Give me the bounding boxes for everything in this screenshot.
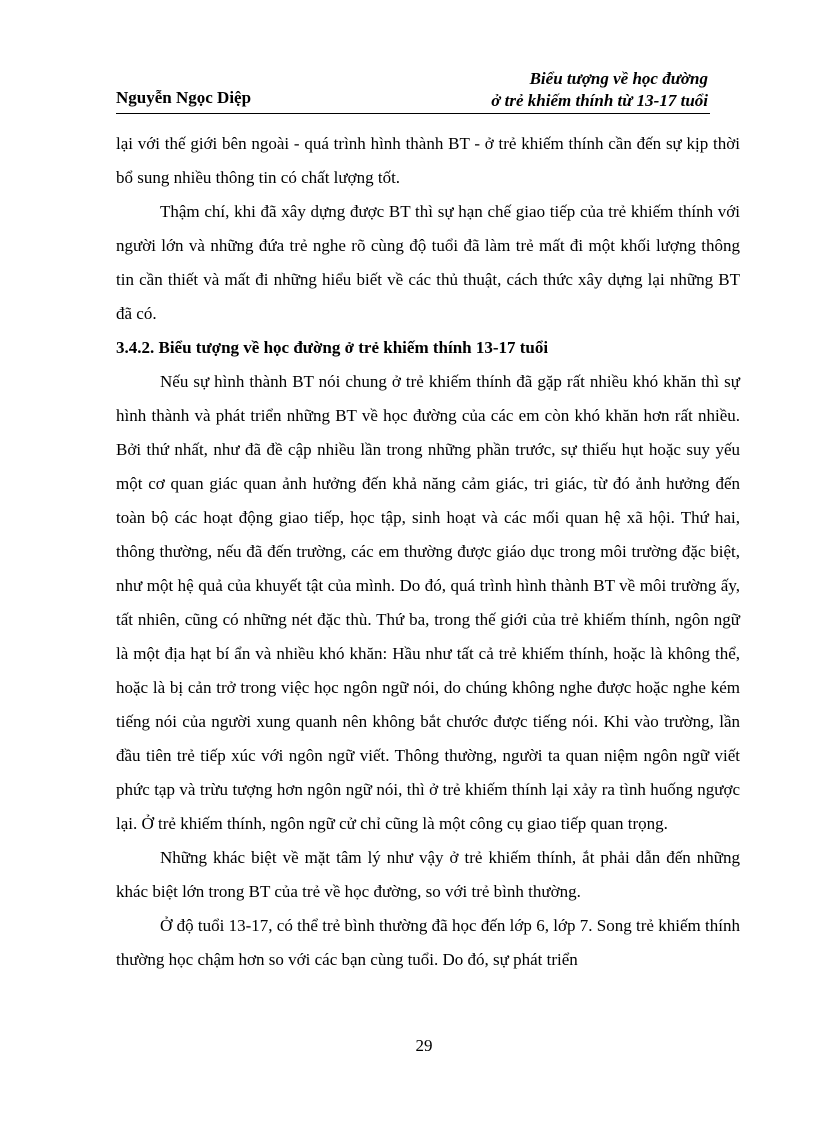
header-author: Nguyễn Ngọc Diệp <box>116 88 252 107</box>
paragraph-continuation: lại với thế giới bên ngoài - quá trình hình thành BT - ở trẻ khiếm thính cần đến sự kịp thời bổ sung nhiều thông tin có chất lượng tốt. <box>116 134 740 187</box>
header-title <box>491 68 708 112</box>
paragraph: Ở độ tuổi 13-17, có thể trẻ bình thường đã học đến lớp 6, lớp 7. Song trẻ khiếm thính thường học chậm hơn so với các bạn cùng tuổi. Do đó, sự phát triển <box>116 916 740 969</box>
header-title-line2: ở trẻ khiếm thính từ 13-17 tuổi <box>491 91 708 110</box>
page-number: 29 <box>415 1036 433 1055</box>
paragraph: Nếu sự hình thành BT nói chung ở trẻ khiếm thính đã gặp rất nhiều khó khăn thì sự hình thành và phát triển những BT về học đường của các em còn khó khăn hơn rất nhiều. Bởi thứ nhất, như đã đề cập nhiều lần trong những phần trước, sự thiếu hụt hoặc suy yếu một cơ quan giác quan ảnh hưởng đến khả năng cảm giác, tri giác, từ đó ảnh hưởng đến toàn bộ các hoạt động giao tiếp, học tập, sinh hoạt và các mối quan hệ xã hội. Thứ hai, thông thường, nếu đã đến trường, các em thường được giáo dục trong môi trường đặc biệt, như một hệ quả của khuyết tật của mình. Do đó, quá trình hình thành BT về môi trường ấy, tất nhiên, cũng có những nét đặc thù. Thứ ba, trong thế giới của trẻ khiếm thính, ngôn ngữ là một địa hạt bí ẩn và nhiều khó khăn: Hầu như tất cả trẻ khiếm thính, hoặc là không thể, hoặc là bị cản trở trong việc học ngôn ngữ nói, do chúng không nghe được hoặc nghe kém tiếng nói của người xung quanh nên không bắt chước được tiếng nói. Khi vào trường, lần đầu tiên trẻ tiếp xúc với ngôn ngữ viết. Thông thường, người ta quan niệm ngôn ngữ viết phức tạp và trừu tượng hơn ngôn ngữ nói, thì ở trẻ khiếm thính lại xảy ra tình huống ngược lại. Ở trẻ khiếm thính, ngôn ngữ cử chỉ cũng là một công cụ giao tiếp quan trọng. <box>116 372 740 833</box>
header-title-line1: Biểu tượng về học đường <box>529 69 708 88</box>
header-divider <box>116 113 710 114</box>
section-heading: 3.4.2. Biểu tượng về học đường ở trẻ khiếm thính 13-17 tuổi <box>116 338 549 357</box>
page-body <box>116 127 740 977</box>
paragraph: Những khác biệt về mặt tâm lý như vậy ở trẻ khiếm thính, ắt phải dẫn đến những khác biệt lớn trong BT của trẻ về học đường, so với trẻ bình thường. <box>116 848 740 901</box>
paragraph: Thậm chí, khi đã xây dựng được BT thì sự hạn chế giao tiếp của trẻ khiếm thính với người lớn và những đứa trẻ nghe rõ cùng độ tuổi đã làm trẻ mất đi một khối lượng thông tin cần thiết và mất đi những hiểu biết về các thủ thuật, cách thức xây dựng lại những BT đã có. <box>116 202 740 323</box>
